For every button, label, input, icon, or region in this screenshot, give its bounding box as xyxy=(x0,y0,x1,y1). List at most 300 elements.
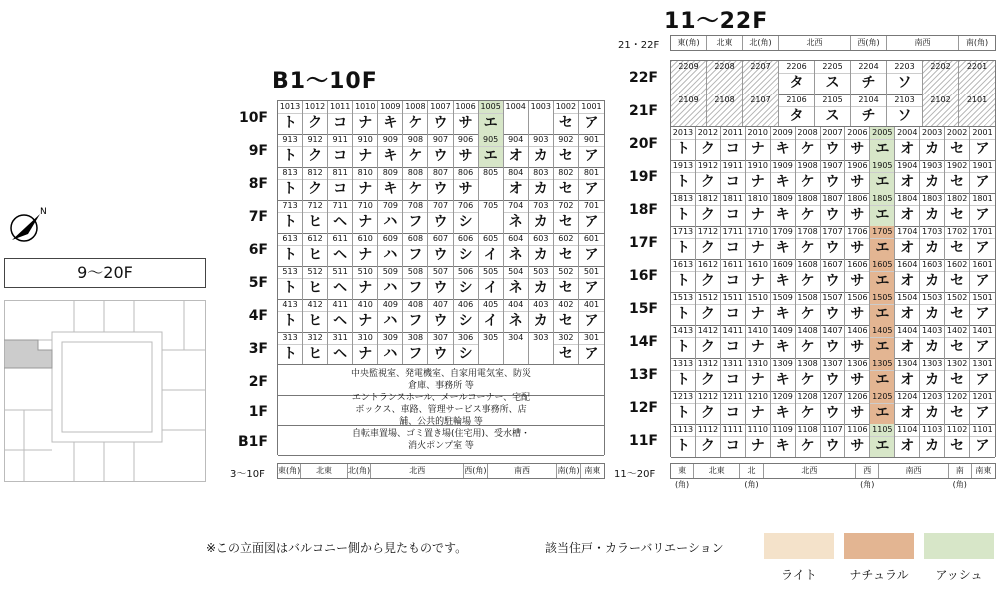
unit-cell xyxy=(945,391,970,424)
unit-number: 2012 xyxy=(696,127,720,140)
unit-number: 1703 xyxy=(920,226,944,239)
unit-cell xyxy=(378,299,403,332)
unit-number: 406 xyxy=(454,299,478,312)
unit-number: 611 xyxy=(328,233,352,246)
unit-number: 1612 xyxy=(696,259,720,272)
direction-cell: 北東 xyxy=(694,464,740,478)
unit-cell xyxy=(454,233,479,266)
unit-number: 809 xyxy=(378,167,402,180)
unit-number: 1713 xyxy=(671,226,695,239)
unit-number: 1012 xyxy=(303,101,327,114)
unit-cell xyxy=(746,292,771,325)
unit-type-letter: ア xyxy=(584,247,599,263)
unit-cell xyxy=(796,424,821,457)
unit-number: 1805 xyxy=(870,193,894,206)
unit-type-letter: ケ xyxy=(408,181,423,197)
unit-type-letter: シ xyxy=(458,280,473,296)
unit-cell xyxy=(870,160,895,193)
unit-cell xyxy=(303,299,328,332)
floor-row xyxy=(278,200,604,234)
unit-number: 1105 xyxy=(870,424,894,437)
unit-type-letter: セ xyxy=(950,372,965,388)
unit-type-letter: タ xyxy=(789,75,804,91)
top-floors-grid xyxy=(670,60,996,127)
unit-type-letter: ハ xyxy=(383,214,398,230)
unit-type-letter: サ xyxy=(458,148,473,164)
unit-cell xyxy=(771,160,796,193)
unit-cell xyxy=(554,167,579,200)
unit-number: 1007 xyxy=(428,101,452,114)
unit-type-letter: ク xyxy=(700,438,715,454)
direction-cell: 東(角) xyxy=(671,36,707,50)
unit-type-letter: ト xyxy=(675,405,690,421)
unit-number: 1411 xyxy=(721,325,745,338)
unit-number: 2205 xyxy=(815,61,850,74)
unit-cell xyxy=(504,134,529,167)
unit-cell xyxy=(970,424,995,457)
unit-cell xyxy=(378,200,403,233)
unit-number: 1002 xyxy=(554,101,578,114)
unit-cell xyxy=(870,325,895,358)
unit-type-letter: ケ xyxy=(800,438,815,454)
unit-type-letter: コ xyxy=(725,273,740,289)
unit-type-letter xyxy=(529,113,553,134)
direction-cell: 北西 xyxy=(779,36,851,50)
unit-number: 1506 xyxy=(845,292,869,305)
unit-number: 704 xyxy=(504,200,528,213)
unit-number: 301 xyxy=(579,332,604,345)
unit-number: 2105 xyxy=(815,94,850,107)
unit-type-letter: サ xyxy=(850,240,865,256)
unit-number: 703 xyxy=(529,200,553,213)
unit-number: 1003 xyxy=(530,102,551,111)
unit-number: 1404 xyxy=(895,325,919,338)
unit-cell xyxy=(479,233,504,266)
unit-cell xyxy=(771,325,796,358)
unit-type-letter: ネ xyxy=(508,313,523,329)
unit-type-letter: サ xyxy=(458,115,473,131)
unit-cell xyxy=(721,424,746,457)
unit-number: 1112 xyxy=(696,424,720,437)
unit-type-letter: ウ xyxy=(825,207,840,223)
lower-floor-row xyxy=(278,395,604,426)
unit-cell xyxy=(895,160,920,193)
unit-number: 304 xyxy=(508,333,524,342)
unit-cell xyxy=(920,127,945,160)
unit-type-letter: ウ xyxy=(433,115,448,131)
unit-type-letter: ケ xyxy=(800,372,815,388)
unit-number: 709 xyxy=(378,200,402,213)
unit-type-letter: ク xyxy=(700,339,715,355)
unit-type-letter: ナ xyxy=(358,214,373,230)
unit-type-letter xyxy=(671,106,706,127)
unit-type-letter: カ xyxy=(925,405,940,421)
unit-number: 1709 xyxy=(771,226,795,239)
unit-number: 1912 xyxy=(696,160,720,173)
unit-number: 605 xyxy=(479,233,503,246)
unit-type-letter: ウ xyxy=(433,280,448,296)
unit-type-letter: セ xyxy=(950,306,965,322)
unit-number: 1204 xyxy=(895,391,919,404)
unit-number: 1210 xyxy=(746,391,770,404)
unit-type-letter: ウ xyxy=(433,346,448,362)
svg-text:N: N xyxy=(40,207,47,217)
unit-type-letter: フ xyxy=(408,247,423,263)
unit-cell xyxy=(796,193,821,226)
unit-type-letter: ト xyxy=(283,346,298,362)
unit-cell xyxy=(721,292,746,325)
unit-cell xyxy=(945,259,970,292)
unit-number: 804 xyxy=(504,167,528,180)
unit-cell xyxy=(529,167,554,200)
unit-cell xyxy=(278,200,303,233)
unit-type-letter: ク xyxy=(700,273,715,289)
unit-cell xyxy=(328,134,353,167)
unit-number: 603 xyxy=(529,233,553,246)
unit-type-letter: カ xyxy=(533,214,548,230)
unit-type-letter xyxy=(959,73,995,94)
unit-cell xyxy=(554,134,579,167)
unit-number: 903 xyxy=(529,134,553,147)
unit-type-letter: エ xyxy=(875,339,890,355)
unit-number: 504 xyxy=(504,266,528,279)
unit-type-letter: カ xyxy=(925,174,940,190)
unit-cell xyxy=(845,391,870,424)
unit-cell xyxy=(771,292,796,325)
unit-type-letter: ケ xyxy=(800,141,815,157)
unit-type-letter: カ xyxy=(925,207,940,223)
unit-cell xyxy=(845,358,870,391)
unit-cell xyxy=(970,259,995,292)
unit-number: 2001 xyxy=(970,127,995,140)
unit-number: 2102 xyxy=(930,95,951,104)
unit-type-letter: ケ xyxy=(800,207,815,223)
left-direction-bar xyxy=(277,463,605,479)
direction-cell: 西(角) xyxy=(851,36,887,50)
unit-number: 1205 xyxy=(870,391,894,404)
unit-type-letter: サ xyxy=(850,372,865,388)
unit-type-letter: セ xyxy=(558,247,573,263)
unit-number: 1908 xyxy=(796,160,820,173)
unit-number: 1212 xyxy=(696,391,720,404)
unit-type-letter: ト xyxy=(675,207,690,223)
unit-number: 2003 xyxy=(920,127,944,140)
unit-number: 1607 xyxy=(821,259,845,272)
unit-number: 1008 xyxy=(403,101,427,114)
floor-label: 17F xyxy=(628,235,658,251)
unit-type-letter: オ xyxy=(900,405,915,421)
unit-cell xyxy=(721,391,746,424)
unit-cell xyxy=(696,259,721,292)
floor-row xyxy=(278,167,604,201)
unit-type-letter: ナ xyxy=(750,273,765,289)
unit-type-letter: シ xyxy=(458,214,473,230)
unit-number: 1006 xyxy=(454,101,478,114)
unit-number: 2011 xyxy=(721,127,745,140)
unit-number: 1005 xyxy=(479,101,503,114)
floor-row xyxy=(671,226,995,260)
unit-type-letter: キ xyxy=(775,339,790,355)
unit-number: 401 xyxy=(579,299,604,312)
unit-number: 1504 xyxy=(895,292,919,305)
unit-type-letter: ケ xyxy=(800,273,815,289)
unit-number: 1309 xyxy=(771,358,795,371)
unit-cell xyxy=(579,134,604,167)
unit-cell xyxy=(895,358,920,391)
unit-number: 1507 xyxy=(821,292,845,305)
unit-type-letter xyxy=(923,73,958,94)
unit-type-letter: シ xyxy=(458,247,473,263)
unit-type-letter: ヘ xyxy=(333,280,348,296)
unit-type-letter: オ xyxy=(900,306,915,322)
unit-number: 802 xyxy=(554,167,578,180)
unit-number: 411 xyxy=(328,299,352,312)
unit-type-letter: コ xyxy=(725,372,740,388)
unit-number: 2006 xyxy=(845,127,869,140)
unit-type-letter: ア xyxy=(975,141,990,157)
unit-number: 410 xyxy=(353,299,377,312)
unit-number: 913 xyxy=(278,134,302,147)
unit-number: 1604 xyxy=(895,259,919,272)
unit-type-letter: ネ xyxy=(508,280,523,296)
unit-type-letter: ハ xyxy=(383,280,398,296)
unit-cell xyxy=(887,94,923,127)
unit-number: 911 xyxy=(328,134,352,147)
unit-number: 813 xyxy=(278,167,302,180)
unit-number: 2109 xyxy=(678,95,699,104)
unit-type-letter: オ xyxy=(508,148,523,164)
unit-number: 803 xyxy=(529,167,553,180)
lower-floors-grid xyxy=(277,364,605,455)
unit-type-letter: キ xyxy=(775,438,790,454)
unit-type-letter: サ xyxy=(458,181,473,197)
unit-type-letter: ナ xyxy=(750,438,765,454)
unit-number: 1808 xyxy=(796,193,820,206)
unit-type-letter: カ xyxy=(925,438,940,454)
unit-type-letter xyxy=(479,344,503,365)
unit-type-letter: オ xyxy=(508,181,523,197)
unit-number: 713 xyxy=(278,200,302,213)
unit-number: 2010 xyxy=(746,127,770,140)
unit-type-letter: セ xyxy=(950,141,965,157)
unit-cell xyxy=(721,160,746,193)
unit-cell xyxy=(959,61,995,94)
unit-number: 413 xyxy=(278,299,302,312)
unit-cell xyxy=(403,200,428,233)
unit-type-letter xyxy=(671,73,706,94)
unit-cell xyxy=(454,134,479,167)
unit-cell xyxy=(696,193,721,226)
unit-number: 604 xyxy=(504,233,528,246)
unit-cell xyxy=(970,160,995,193)
unit-type-letter: イ xyxy=(483,247,498,263)
unit-cell xyxy=(920,292,945,325)
unit-type-letter: サ xyxy=(850,174,865,190)
unit-number: 1413 xyxy=(671,325,695,338)
unit-type-letter: ソ xyxy=(897,108,912,124)
unit-cell xyxy=(278,266,303,299)
unit-type-letter xyxy=(707,106,742,127)
unit-cell xyxy=(845,193,870,226)
unit-cell xyxy=(945,292,970,325)
direction-cell: 西(角) xyxy=(856,464,879,478)
unit-type-letter: コ xyxy=(725,306,740,322)
unit-type-letter: ト xyxy=(675,372,690,388)
unit-number: 706 xyxy=(454,200,478,213)
unit-cell xyxy=(696,391,721,424)
unit-number: 1902 xyxy=(945,160,969,173)
unit-cell xyxy=(821,160,846,193)
unit-type-letter: ク xyxy=(308,181,323,197)
unit-number: 2009 xyxy=(771,127,795,140)
unit-cell xyxy=(378,167,403,200)
unit-number: 1001 xyxy=(579,101,604,114)
unit-cell xyxy=(945,193,970,226)
unit-number: 302 xyxy=(554,332,578,345)
unit-cell xyxy=(671,358,696,391)
unit-number: 1611 xyxy=(721,259,745,272)
unit-type-letter: ク xyxy=(700,405,715,421)
unit-number: 1303 xyxy=(920,358,944,371)
unit-type-letter: ナ xyxy=(750,306,765,322)
unit-number: 811 xyxy=(328,167,352,180)
unit-number: 311 xyxy=(328,332,352,345)
unit-type-letter: コ xyxy=(725,207,740,223)
unit-cell xyxy=(671,391,696,424)
unit-number: 1302 xyxy=(945,358,969,371)
unit-cell xyxy=(771,358,796,391)
unit-number: 1910 xyxy=(746,160,770,173)
unit-cell xyxy=(707,94,743,127)
floor-row xyxy=(278,332,604,366)
unit-type-letter: フ xyxy=(408,346,423,362)
top-direction-bar xyxy=(670,35,996,51)
unit-cell xyxy=(746,424,771,457)
unit-type-letter: サ xyxy=(850,306,865,322)
unit-type-letter: セ xyxy=(950,438,965,454)
unit-number: 1004 xyxy=(505,102,526,111)
unit-number: 405 xyxy=(479,299,503,312)
unit-cell xyxy=(746,391,771,424)
unit-number: 901 xyxy=(579,134,604,147)
lower-floor-row xyxy=(278,425,604,456)
unit-cell xyxy=(353,167,378,200)
legend-swatch-natural xyxy=(844,533,914,559)
unit-number: 1310 xyxy=(746,358,770,371)
unit-cell xyxy=(303,101,328,134)
floor-label: 7F xyxy=(248,209,268,225)
unit-type-letter: オ xyxy=(900,339,915,355)
unit-number: 1913 xyxy=(671,160,695,173)
unit-number: 2202 xyxy=(930,62,951,71)
unit-number: 1605 xyxy=(870,259,894,272)
unit-number: 1806 xyxy=(845,193,869,206)
unit-number: 610 xyxy=(353,233,377,246)
unit-cell xyxy=(303,233,328,266)
unit-type-letter: ト xyxy=(283,313,298,329)
unit-type-letter: キ xyxy=(775,240,790,256)
floor-label: 20F xyxy=(628,136,658,152)
unit-number: 1901 xyxy=(970,160,995,173)
direction-cell: 南東 xyxy=(975,466,992,475)
unit-number: 1511 xyxy=(721,292,745,305)
unit-cell xyxy=(821,127,846,160)
right-direction-bar xyxy=(670,463,996,489)
floor-label: 4F xyxy=(248,308,268,324)
unit-type-letter: エ xyxy=(875,306,890,322)
unit-cell xyxy=(579,101,604,134)
unit-cell xyxy=(721,259,746,292)
unit-number: 2005 xyxy=(870,127,894,140)
unit-type-letter: ウ xyxy=(825,339,840,355)
unit-cell xyxy=(353,332,378,365)
unit-cell xyxy=(779,94,815,127)
unit-cell xyxy=(403,332,428,365)
unit-type-letter: ソ xyxy=(897,75,912,91)
unit-cell xyxy=(303,200,328,233)
unit-number: 1503 xyxy=(920,292,944,305)
unit-number: 1013 xyxy=(278,101,302,114)
unit-type-letter: ト xyxy=(675,306,690,322)
lower-floor-description: エントランスホール、メールコーナー、宅配ボックス、車路、管理サービス事務所、店舗、公共的駐輪場 等 xyxy=(351,393,531,427)
unit-cell xyxy=(671,226,696,259)
direction-cell: 東(角) xyxy=(278,464,301,478)
unit-cell xyxy=(328,299,353,332)
unit-cell xyxy=(504,299,529,332)
unit-cell xyxy=(554,299,579,332)
unit-number: 906 xyxy=(454,134,478,147)
unit-number: 509 xyxy=(378,266,402,279)
floor-label: 12F xyxy=(628,400,658,416)
unit-cell xyxy=(428,101,453,134)
unit-number: 1609 xyxy=(771,259,795,272)
unit-number: 613 xyxy=(278,233,302,246)
unit-number: 310 xyxy=(353,332,377,345)
unit-cell xyxy=(821,325,846,358)
unit-number: 312 xyxy=(303,332,327,345)
unit-type-letter: ア xyxy=(584,115,599,131)
unit-type-letter: サ xyxy=(850,141,865,157)
unit-type-letter: エ xyxy=(875,141,890,157)
unit-number: 1108 xyxy=(796,424,820,437)
unit-cell xyxy=(821,226,846,259)
unit-type-letter: ナ xyxy=(750,405,765,421)
unit-number: 1313 xyxy=(671,358,695,371)
unit-type-letter: カ xyxy=(925,372,940,388)
unit-number: 1801 xyxy=(970,193,995,206)
unit-type-letter: ト xyxy=(283,148,298,164)
unit-type-letter: キ xyxy=(775,405,790,421)
unit-cell xyxy=(554,332,579,365)
unit-number: 1305 xyxy=(870,358,894,371)
unit-cell xyxy=(743,94,779,127)
unit-cell xyxy=(870,259,895,292)
unit-type-letter: ケ xyxy=(800,174,815,190)
floor-label: 14F xyxy=(628,334,658,350)
unit-type-letter: ア xyxy=(975,207,990,223)
unit-number: 905 xyxy=(479,134,503,147)
unit-type-letter: セ xyxy=(950,339,965,355)
unit-number: 1403 xyxy=(920,325,944,338)
unit-cell xyxy=(671,292,696,325)
unit-number: 313 xyxy=(278,332,302,345)
unit-type-letter: ア xyxy=(975,306,990,322)
floor-label: 22F xyxy=(628,70,658,86)
unit-type-letter: サ xyxy=(850,273,865,289)
unit-number: 1312 xyxy=(696,358,720,371)
unit-type-letter: ナ xyxy=(358,181,373,197)
unit-cell xyxy=(554,266,579,299)
